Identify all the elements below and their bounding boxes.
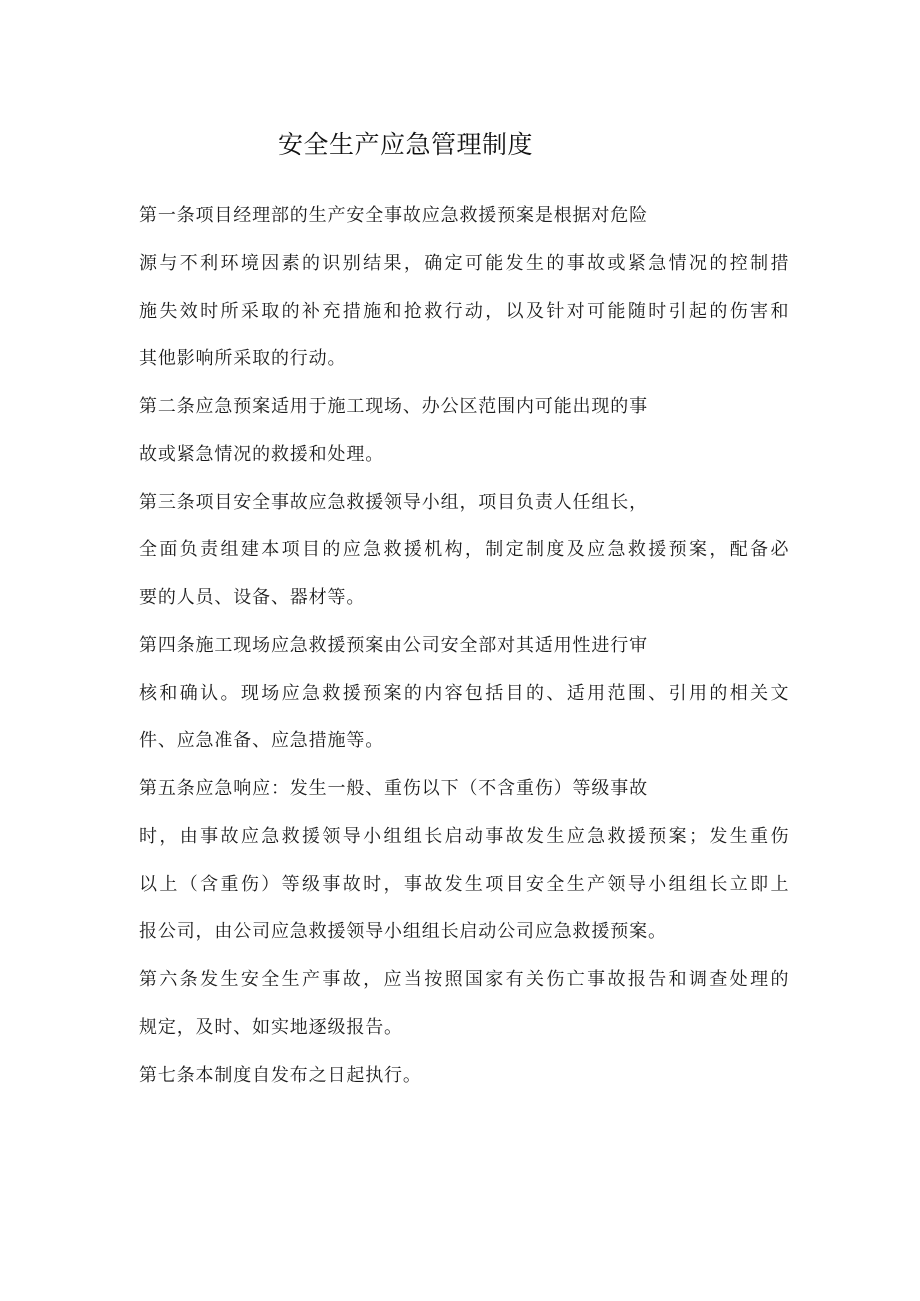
text-line: 源与不利环境因素的识别结果，确定可能发生的事故或紧急情况的控制措 bbox=[139, 252, 789, 274]
document-body bbox=[139, 192, 789, 1099]
text-line: 第二条应急预案适用于施工现场、办公区范围内可能出现的事 bbox=[139, 396, 648, 417]
text-line: 第三条项目安全事故应急救援领导小组，项目负责人任组长， bbox=[139, 491, 648, 513]
text-line: 第一条项目经理部的生产安全事故应急救援预案是根据对危险 bbox=[139, 205, 648, 226]
text-line: 要的人员、设备、器材等。 bbox=[139, 587, 366, 608]
text-line: 件、应急准备、应急措施等。 bbox=[139, 730, 385, 752]
text-line: 核和确认。现场应急救援预案的内容包括目的、适用范围、引用的相关文 bbox=[139, 682, 789, 704]
text-line: 第四条施工现场应急救援预案由公司安全部对其适用性进行审 bbox=[139, 634, 648, 656]
text-line: 报公司，由公司应急救援领导小组组长启动公司应急救援预案。 bbox=[139, 921, 667, 943]
text-line: 故或紧急情况的救援和处理。 bbox=[139, 443, 385, 465]
text-line: 施失效时所采取的补充措施和抢救行动，以及针对可能随时引起的伤害和 bbox=[139, 300, 789, 322]
text-line: 以上（含重伤）等级事故时，事故发生项目安全生产领导小组组长立即上 bbox=[139, 873, 789, 895]
text-line: 规定，及时、如实地逐级报告。 bbox=[139, 1016, 403, 1038]
text-line: 第五条应急响应：发生一般、重伤以下（不含重伤）等级事故 bbox=[139, 778, 648, 799]
text-line: 第七条本制度自发布之日起执行。 bbox=[139, 1064, 422, 1086]
text-line: 其他影响所采取的行动。 bbox=[139, 348, 347, 370]
text-line: 全面负责组建本项目的应急救援机构，制定制度及应急救援预案，配备必 bbox=[139, 539, 789, 561]
text-line: 时，由事故应急救援领导小组组长启动事故发生应急救援预案；发生重伤 bbox=[139, 825, 789, 847]
document-title: 安全生产应急管理制度 bbox=[278, 130, 534, 159]
text-line: 第六条发生安全生产事故，应当按照国家有关伤亡事故报告和调查处理的 bbox=[139, 969, 789, 990]
